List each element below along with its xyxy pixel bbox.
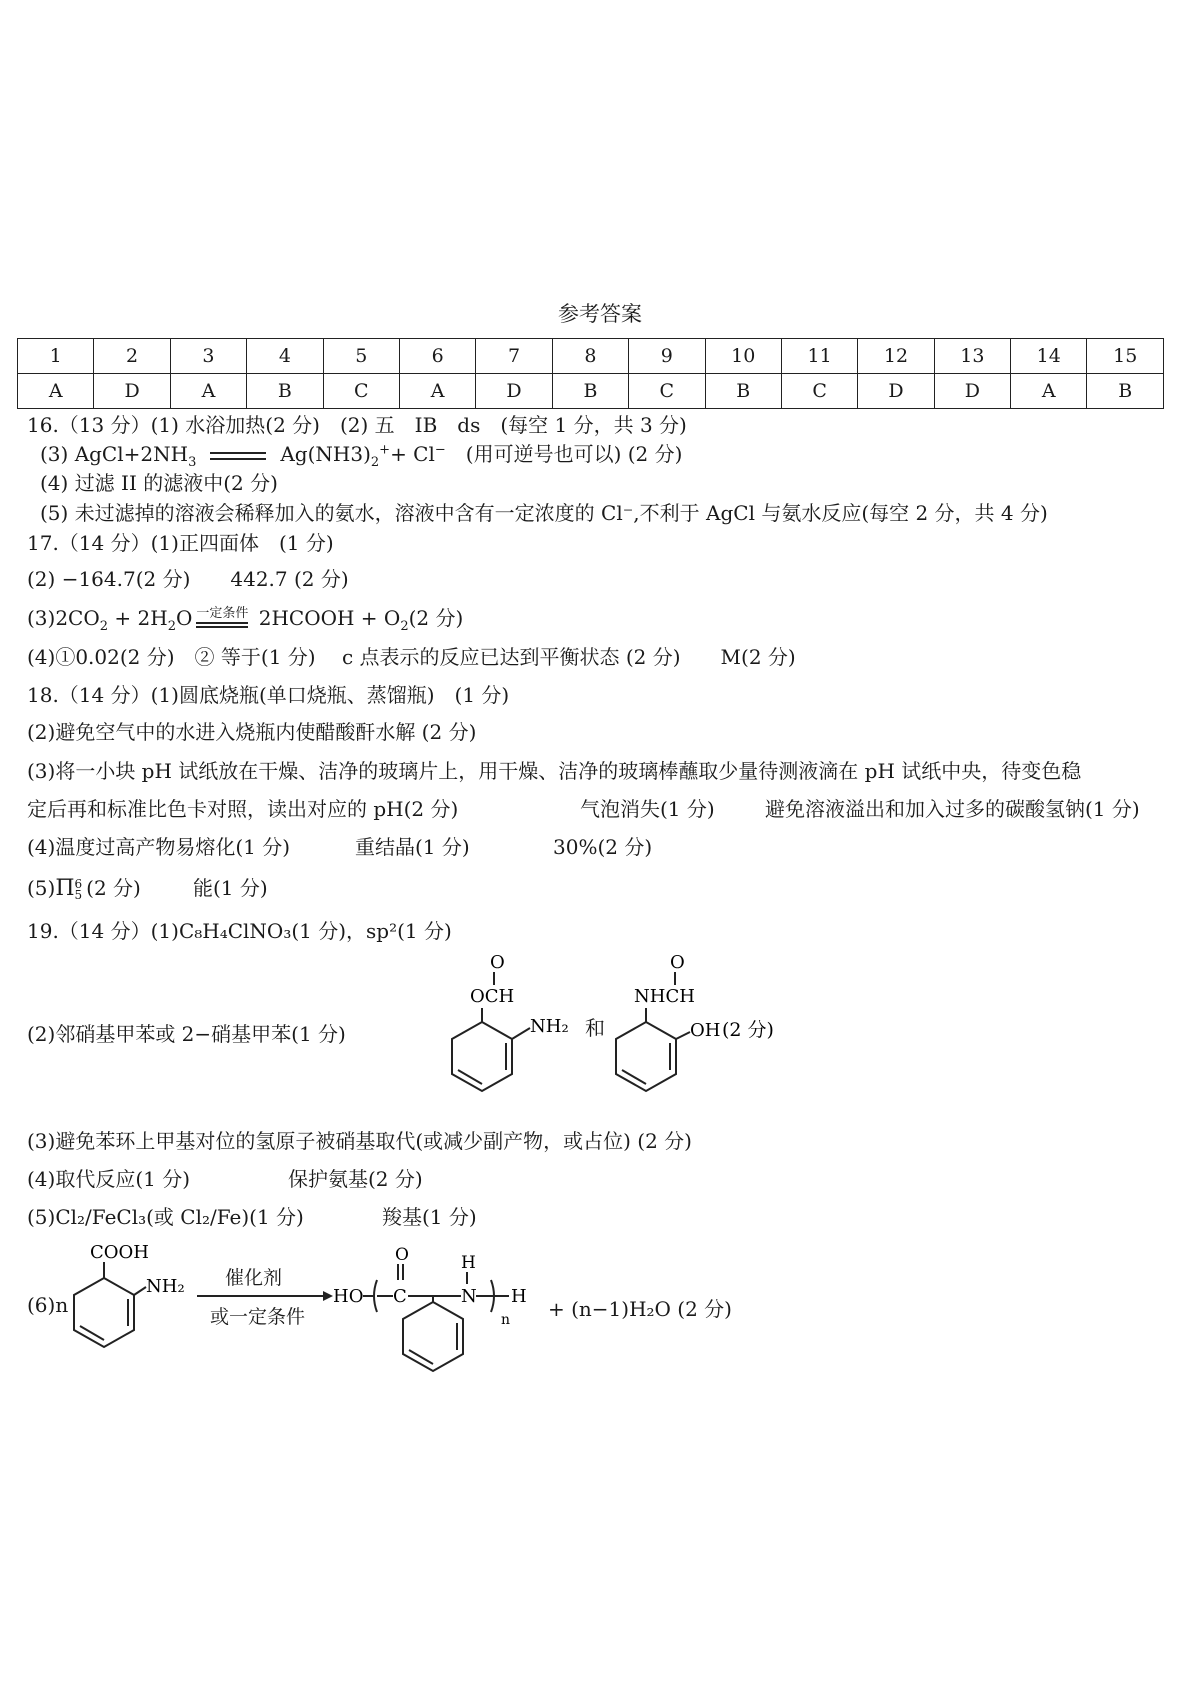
table-cell: 14 [1011, 339, 1087, 374]
product-structure [333, 1240, 543, 1380]
q19-line4a: (4)取代反应(1 分) [27, 1167, 191, 1191]
q16-line2: (3) $AgCl+2NH_3$ $Ag(NH3)_2^++ Cl^-$ (用可逆号也可以) (2 分) [40, 442, 683, 470]
catalyst-label: 催化剂 [225, 1267, 283, 1289]
q17-eq-c: O [175, 606, 193, 630]
table-cell: 10 [705, 339, 781, 374]
table-cell: C [323, 374, 399, 409]
table-cell: 9 [629, 339, 705, 374]
q18-line1: 18.（14 分）(1)圆底烧瓶(单口烧瓶、蒸馏瓶) (1 分) [27, 683, 510, 707]
q18-line4a: 定后再和标准比色卡对照，读出对应的 pH(2 分) [27, 797, 459, 821]
reactant-cooh: COOH [90, 1242, 149, 1263]
pi-sub: 5 [74, 887, 83, 902]
q18-line5c: 30%(2 分) [553, 835, 653, 859]
q16-eq-ion: + Cl [390, 442, 435, 466]
q17-line4: (4)①0.02(2 分) ② 等于(1 分) c 点表示的反应已达到平衡状态 (2 分) M(2 分) [27, 645, 796, 669]
q17-eq-score: (2 分) [408, 606, 464, 630]
mol2-score: (2 分) [722, 1019, 774, 1041]
q19-line3: (3)避免苯环上甲基对位的氢原子被硝基取代(或减少副产物，或占位) (2 分) [27, 1129, 692, 1153]
q17-line2: (2) −164.7(2 分) 442.7 (2 分) [27, 567, 349, 591]
condition-label: 或一定条件 [210, 1306, 306, 1328]
answer-table [17, 338, 1164, 409]
q18-line2: (2)避免空气中的水进入烧瓶内使醋酸酐水解 (2 分) [27, 720, 477, 744]
q17-line1: 17.（14 分）(1)正四面体 (1 分) [27, 531, 334, 555]
and-label: 和 [585, 1016, 605, 1040]
q17-eq-d: 2HCOOH + O [258, 606, 401, 630]
table-cell: B [705, 374, 781, 409]
table-cell: C [629, 374, 705, 409]
q19-line4b: 保护氨基(2 分) [288, 1167, 423, 1191]
q19-line6-label: (6)n [27, 1293, 69, 1317]
table-cell: 2 [94, 339, 170, 374]
q18-line6c: 能(1 分) [193, 876, 268, 900]
table-row-answers [18, 374, 1164, 409]
table-cell: A [18, 374, 94, 409]
q16-eq-right: Ag(NH [280, 442, 351, 466]
table-cell: B [1087, 374, 1164, 409]
reactant-structure [60, 1240, 200, 1360]
q16-line4: (5) 未过滤掉的溶液会稀释加入的氨水，溶液中含有一定浓度的 Cl⁻,不利于 AgCl 与氨水反应(每空 2 分，共 4 分) [40, 501, 1048, 525]
q18-line4b: 气泡消失(1 分) [580, 797, 715, 821]
equilibrium-arrow-icon [210, 449, 266, 463]
q16-line3: (4) 过滤 II 的滤液中(2 分) [40, 471, 278, 495]
table-cell: D [94, 374, 170, 409]
table-cell: 13 [934, 339, 1010, 374]
product-n: N [461, 1286, 477, 1307]
table-cell: 1 [18, 339, 94, 374]
table-cell: B [247, 374, 323, 409]
product-h: H [461, 1253, 476, 1273]
table-cell: D [858, 374, 934, 409]
mol1-nh2: NH₂ [530, 1016, 569, 1037]
q19-line5a: (5)Cl₂/FeCl₃(或 Cl₂/Fe)(1 分) [27, 1205, 304, 1229]
table-cell: C [781, 374, 857, 409]
table-cell: D [476, 374, 552, 409]
table-cell: 12 [858, 339, 934, 374]
mol2-top: NHCH [634, 986, 695, 1007]
molecule-2-structure [610, 950, 790, 1100]
condition-arrow-icon [192, 602, 252, 628]
mol1-top: OCH [470, 986, 515, 1007]
page-title: 参考答案 [558, 302, 642, 326]
table-cell: B [552, 374, 628, 409]
table-row-numbers [18, 339, 1164, 374]
q16-line1: 16.（13 分）(1) 水浴加热(2 分) (2) 五 IB ds (每空 1 分，共 3 分) [27, 413, 687, 437]
product-n-sub: n [501, 1312, 511, 1328]
q19-line1: 19.（14 分）(1)C₈H₄ClNO₃(1 分)，sp²(1 分) [27, 919, 452, 943]
table-cell: 4 [247, 339, 323, 374]
table-cell: 15 [1087, 339, 1164, 374]
table-cell: A [170, 374, 246, 409]
pi-sup: 6 [74, 876, 83, 891]
q17-condition: 一定条件 [196, 606, 249, 621]
table-cell: 5 [323, 339, 399, 374]
q17-line3: $(3)2CO_2 + 2H_2O$ 一定条件 2HCOOH + $O_2(2$ 分) [27, 602, 463, 634]
table-cell: A [1011, 374, 1087, 409]
table-cell: 11 [781, 339, 857, 374]
pi-bond-symbol: Π [55, 876, 75, 901]
q18-line6-label: (5) [27, 876, 56, 900]
q17-eq-b: + 2H [108, 606, 168, 630]
q18-line6 [27, 872, 141, 901]
q18-line4 [27, 793, 458, 822]
table-cell: 8 [552, 339, 628, 374]
q16-eq-left: (3) AgCl+2NH [40, 442, 189, 466]
q19-line6-tail: + (n−1)H₂O (2 分) [548, 1297, 732, 1321]
q18-line5b: 重结晶(1 分) [355, 835, 470, 859]
mol1-o: O [490, 952, 505, 973]
q17-eq-a: (3)2CO [27, 606, 100, 630]
mol2-o: O [670, 952, 685, 973]
table-cell: A [399, 374, 475, 409]
product-ho: HO [333, 1286, 364, 1307]
table-cell: 3 [170, 339, 246, 374]
product-c: C [393, 1286, 407, 1307]
molecule-1-structure [440, 950, 590, 1100]
q18-line5a: (4)温度过高产物易熔化(1 分) [27, 835, 291, 859]
reactant-nh2: NH₂ [146, 1276, 185, 1297]
reaction-arrow-icon [195, 1290, 335, 1302]
q18-line6-score: (2 分) [86, 876, 141, 900]
table-cell: 6 [399, 339, 475, 374]
q19-line2: (2)邻硝基甲苯或 2−硝基甲苯(1 分) [27, 1022, 346, 1046]
mol2-oh: OH [690, 1020, 721, 1041]
q16-eq-note: (用可逆号也可以) (2 分) [465, 442, 683, 466]
q19-line5b: 羧基(1 分) [382, 1205, 477, 1229]
q18-line4c: 避免溶液溢出和加入过多的碳酸氢钠(1 分) [765, 797, 1140, 821]
q18-line3: (3)将一小块 pH 试纸放在干燥、洁净的玻璃片上，用干燥、洁净的玻璃棒蘸取少量待测液滴在 pH 试纸中央，待变色稳 [27, 759, 1082, 783]
table-cell: D [934, 374, 1010, 409]
product-o: O [395, 1245, 409, 1265]
product-h-end: H [511, 1286, 527, 1307]
table-cell: 7 [476, 339, 552, 374]
